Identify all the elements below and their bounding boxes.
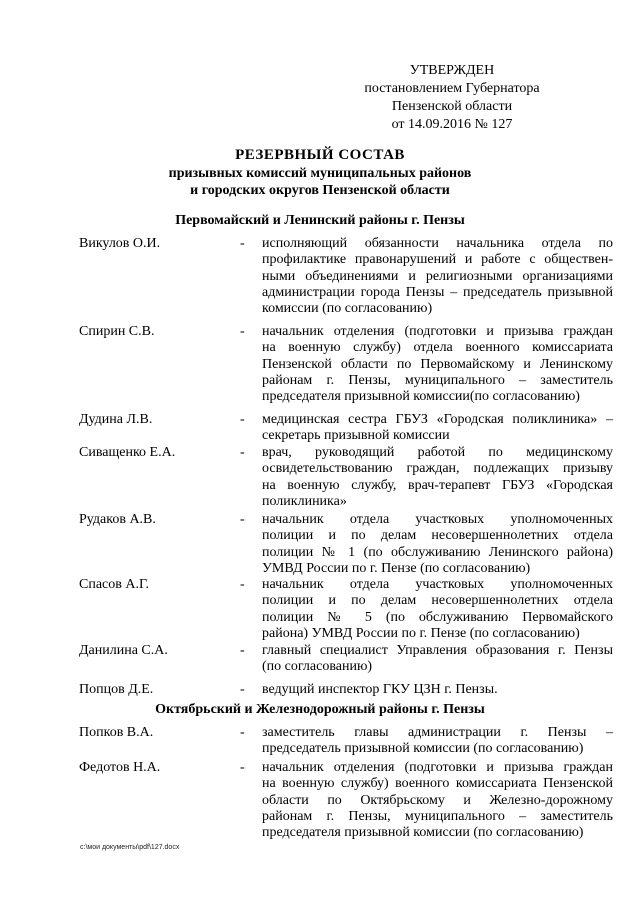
position-line: председатель призывной комиссии (по согласованию): [262, 741, 584, 757]
dash-separator: -: [240, 324, 245, 339]
position-line: на военную службу) отдела военного комиссариата: [262, 340, 613, 356]
position-line: районам г. Пензы, муниципального – заместитель: [262, 808, 613, 824]
position-line: на военную службу) военного комиссариата Пензенской: [262, 776, 613, 792]
member-name: Спасов А.Г.: [79, 577, 149, 592]
dash-separator: -: [240, 412, 245, 427]
position-line: медицинская сестра ГБУЗ «Городская поликлиника» –: [262, 412, 613, 427]
position-line: (по согласованию): [262, 659, 373, 675]
position-line: районам г. Пензы, муниципального – заместитель: [262, 372, 613, 388]
position-line: профилактике правонарушений и работе с обществен-: [262, 252, 613, 268]
dash-separator: -: [240, 725, 245, 740]
position-line: главный специалист Управления образования г. Пензы: [262, 643, 613, 658]
member-name: Спирин С.В.: [79, 324, 155, 339]
dash-separator: -: [240, 577, 245, 592]
member-position: [262, 445, 613, 510]
member-position: [262, 512, 613, 577]
dash-separator: -: [240, 445, 245, 460]
member-name: Попков В.А.: [79, 725, 154, 740]
document-subtitle-line2: и городских округов Пензенской области: [190, 183, 450, 198]
member-position: [262, 577, 613, 642]
position-line: заместитель главы администрации г. Пензы –: [262, 725, 613, 740]
dash-separator: -: [240, 512, 245, 527]
file-path-footer: c:\мои документы\pdf\127.docx: [80, 844, 180, 851]
position-line: председателя призывной комиссии (по согласованию): [262, 825, 584, 841]
position-line: поликлиника»: [262, 493, 347, 509]
member-name: Дудина Л.В.: [79, 412, 153, 427]
position-line: начальник отделения (подготовки и призыва граждан: [262, 760, 613, 775]
member-position: [262, 760, 613, 841]
position-line: администрации города Пензы – председатель призывной: [262, 284, 613, 300]
approval-decree: постановлением Губернатора: [364, 81, 540, 96]
position-line: района) УМВД России по г. Пензе (по согласованию): [262, 625, 580, 641]
member-position: [262, 725, 613, 758]
member-position: [262, 682, 613, 698]
member-name: Сиващенко Е.А.: [79, 445, 176, 460]
document-title: РЕЗЕРВНЫЙ СОСТАВ: [235, 147, 405, 163]
position-line: начальник отделения (подготовки и призыва граждан: [262, 324, 613, 339]
position-line: полиции и по делам несовершеннолетних отдела: [262, 528, 613, 544]
approval-title: УТВЕРЖДЕН: [409, 63, 495, 78]
approval-block: [332, 62, 572, 134]
approval-region: Пензенской области: [391, 99, 513, 114]
position-line: области по Октябрьскому и Железно-дорожному: [262, 792, 613, 808]
section-heading: Октябрьский и Железнодорожный районы г. Пензы: [155, 702, 485, 717]
position-line: УМВД России по г. Пензе (по согласованию): [262, 560, 531, 576]
position-line: ведущий инспектор ГКУ ЦЗН г. Пензы.: [262, 682, 498, 697]
position-line: Пензенской области по Первомайскому и Ленинскому: [262, 356, 613, 372]
position-line: начальник отдела участковых уполномоченных: [262, 577, 613, 592]
dash-separator: -: [240, 236, 245, 251]
member-name: Викулов О.И.: [79, 236, 161, 251]
position-line: исполняющий обязанности начальника отдела по: [262, 236, 613, 251]
position-line: на военную службу, врач-терапевт ГБУЗ «Городская: [262, 477, 613, 493]
member-name: Федотов Н.А.: [79, 760, 161, 775]
member-position: [262, 236, 613, 317]
position-line: секретарь призывной комиссии: [262, 428, 450, 444]
document-subtitle-line1: призывных комиссий муниципальных районов: [168, 166, 472, 181]
approval-date-number: от 14.09.2016 № 127: [391, 117, 513, 132]
member-position: [262, 643, 613, 676]
position-line: полиции № 1 (по обслуживанию Ленинского района): [262, 544, 613, 560]
position-line: председателя призывной комиссии(по согласованию): [262, 389, 580, 405]
position-line: начальник отдела участковых уполномоченных: [262, 512, 613, 527]
member-position: [262, 324, 613, 405]
member-name: Попцов Д.Е.: [79, 682, 154, 697]
member-name: Данилина С.А.: [79, 643, 168, 658]
position-line: освидетельствованию граждан, подлежащих призыву: [262, 461, 613, 477]
dash-separator: -: [240, 760, 245, 775]
section-heading: Первомайский и Ленинский районы г. Пензы: [175, 213, 465, 228]
member-position: [262, 412, 613, 445]
position-line: комиссии (по согласованию): [262, 301, 433, 317]
member-name: Рудаков А.В.: [79, 512, 156, 527]
position-line: ными объединениями и религиозными организациями: [262, 268, 613, 284]
position-line: полиции и по делам несовершеннолетних отдела: [262, 593, 613, 609]
position-line: врач, руководящий работой по медицинскому: [262, 445, 613, 460]
position-line: полиции № 5 (по обслуживанию Первомайского: [262, 609, 613, 625]
dash-separator: -: [240, 643, 245, 658]
dash-separator: -: [240, 682, 245, 697]
